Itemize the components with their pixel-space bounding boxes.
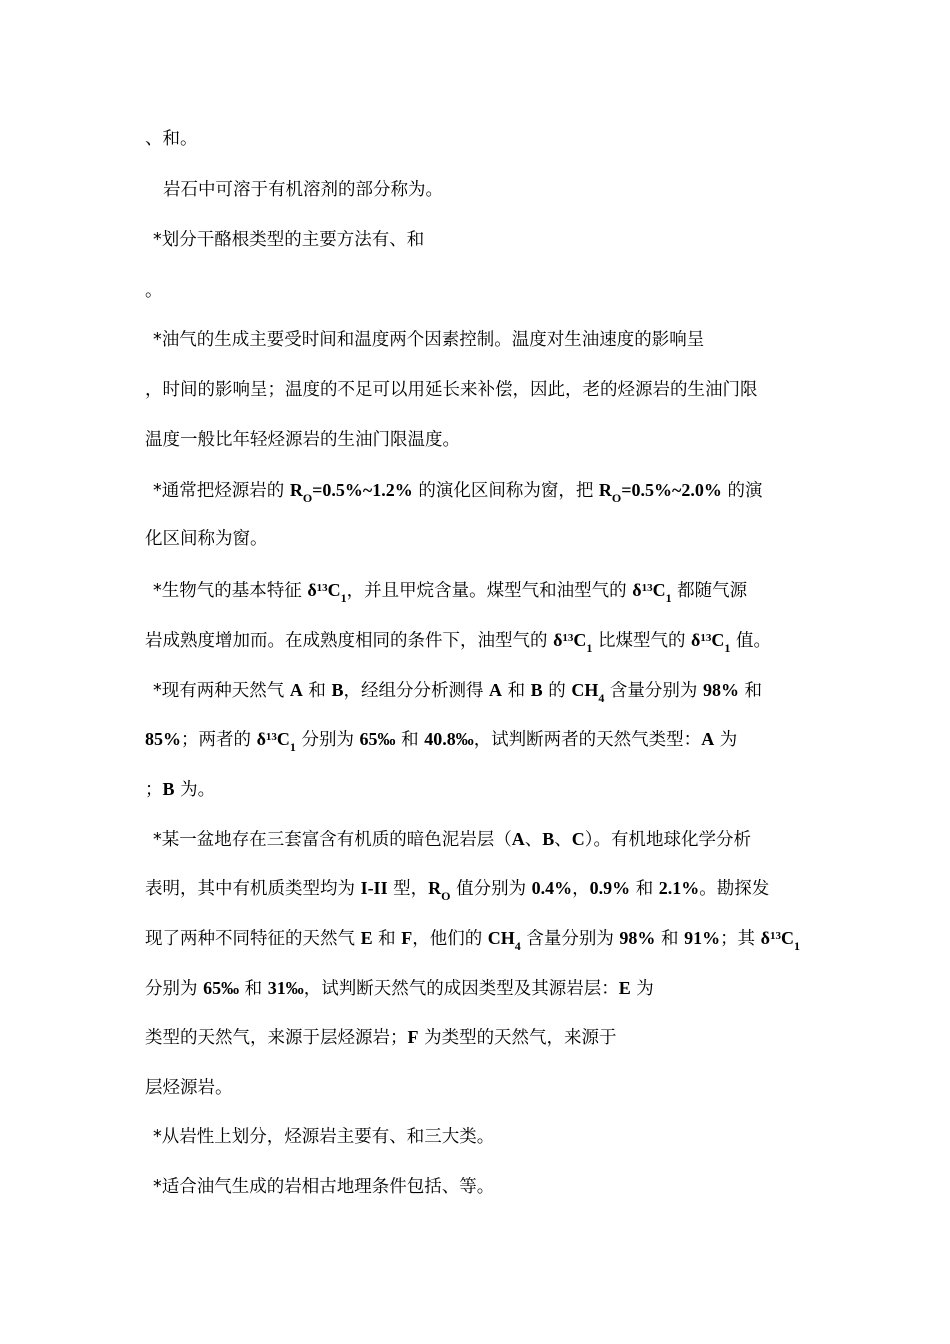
text-segment: 比煤型气的 — [592, 631, 692, 651]
isotope-superscript: 13 — [769, 930, 781, 942]
gas-label: B — [162, 779, 175, 799]
methane-formula: CH — [571, 680, 599, 700]
gas-label: A — [701, 729, 715, 749]
layer-label: B — [542, 829, 555, 849]
text-segment: 。勘探发 — [699, 879, 770, 899]
delta-symbol: δ — [256, 729, 266, 749]
text-segment: ，时间的影响呈；温度的不足可以用延长来补偿，因此，老的烃源岩的生油门限 — [145, 380, 758, 400]
text-segment: 现了两种不同特征的天然气 — [145, 929, 361, 949]
text-segment: ，试判断两者的天然气类型： — [473, 730, 702, 750]
delta-symbol: δ — [760, 928, 770, 948]
carbon-symbol: C — [652, 580, 666, 600]
ro-symbol: R — [428, 878, 442, 898]
gas-label: F — [401, 928, 413, 948]
text-segment: ， — [572, 879, 590, 899]
gas-label: E — [618, 978, 631, 998]
delta-symbol: δ — [307, 580, 317, 600]
text-line — [145, 972, 825, 1004]
carbon-symbol: C — [711, 630, 725, 650]
text-line — [163, 174, 843, 206]
text-segment: 和 — [630, 879, 659, 899]
carbon-subscript: 1 — [289, 740, 296, 754]
percent-value: 91% — [684, 928, 721, 948]
text-line — [153, 474, 833, 506]
carbon-subscript: 1 — [724, 641, 731, 655]
ro-symbol: R — [289, 480, 303, 500]
permil-value: 65‰ — [359, 729, 396, 749]
layer-label: A — [511, 829, 525, 849]
text-segment: 类型的天然气，来源于层烃源岩； — [145, 1028, 408, 1048]
ro-range: =0.5%~1.2% — [312, 480, 413, 500]
carbon-subscript: 1 — [665, 591, 672, 605]
text-segment: ，他们的 — [412, 929, 488, 949]
text-line — [145, 624, 825, 656]
text-segment: 、和。 — [145, 129, 198, 149]
text-line — [145, 1072, 825, 1104]
gas-label: B — [530, 680, 543, 700]
text-segment: *从岩性上划分，烃源岩主要有、和三大类。 — [153, 1127, 495, 1147]
ro-range: =0.5%~2.0% — [621, 480, 722, 500]
ro-symbol: R — [598, 480, 612, 500]
percent-value: 0.9% — [589, 878, 631, 898]
delta-symbol: δ — [691, 630, 701, 650]
isotope-superscript: 13 — [562, 632, 574, 644]
text-segment: 和 — [239, 979, 268, 999]
text-line — [153, 823, 833, 855]
carbon-subscript: 1 — [340, 591, 347, 605]
delta-symbol: δ — [632, 580, 642, 600]
text-segment: 和 — [655, 929, 685, 949]
text-segment: ，试判断天然气的成因类型及其源岩层： — [303, 979, 619, 999]
text-segment: 为。 — [174, 780, 216, 800]
kerogen-type: I-II — [360, 878, 388, 898]
text-segment: ，并且甲烷含量。煤型气和油型气的 — [346, 581, 633, 601]
ro-subscript: O — [441, 889, 451, 903]
layer-label: C — [571, 829, 585, 849]
text-line — [145, 723, 825, 755]
text-segment: 为 — [630, 979, 654, 999]
text-segment: 化区间称为窗。 — [145, 529, 268, 549]
text-segment: ）。有机地球化学分析 — [584, 830, 752, 850]
text-line — [153, 1121, 833, 1153]
text-segment: 分别为 — [295, 730, 360, 750]
carbon-subscript: 1 — [586, 641, 593, 655]
text-segment: *生物气的基本特征 — [153, 581, 308, 601]
percent-value: 2.1% — [658, 878, 700, 898]
ro-subscript: O — [611, 491, 622, 505]
text-segment: ，经组分分析测得 — [343, 681, 490, 701]
text-line — [145, 123, 825, 155]
text-segment: 。 — [145, 281, 163, 301]
text-segment: 含量分别为 — [520, 929, 620, 949]
percent-value: 0.4% — [531, 878, 573, 898]
text-segment: 和 — [395, 730, 425, 750]
text-line — [145, 275, 825, 307]
text-line — [145, 1021, 825, 1053]
percent-value: 98% — [702, 680, 739, 700]
text-segment: 的 — [542, 681, 572, 701]
delta-symbol: δ — [553, 630, 563, 650]
text-segment: 型， — [387, 879, 429, 899]
text-segment: ； — [145, 780, 163, 800]
gas-label: A — [289, 680, 303, 700]
text-segment: ；两者的 — [181, 730, 257, 750]
ro-subscript: O — [302, 491, 313, 505]
text-segment: 和 — [738, 681, 763, 701]
carbon-symbol: C — [573, 630, 587, 650]
text-segment: 和 — [302, 681, 332, 701]
text-segment: ；其 — [720, 929, 761, 949]
percent-value: 85% — [145, 729, 181, 749]
text-segment: *通常把烃源岩的 — [153, 481, 290, 501]
text-line — [153, 574, 833, 606]
text-segment: 和 — [502, 681, 531, 701]
text-segment: 岩石中可溶于有机溶剂的部分称为。 — [163, 180, 443, 200]
text-line — [153, 1171, 833, 1203]
text-segment: 层烃源岩。 — [145, 1078, 233, 1098]
text-segment: *现有两种天然气 — [153, 681, 290, 701]
carbon-subscript: 1 — [793, 939, 800, 953]
permil-value: 65‰ — [203, 978, 240, 998]
isotope-superscript: 13 — [265, 731, 277, 743]
text-segment: 温度一般比年轻烃源岩的生油门限温度。 — [145, 430, 460, 450]
gas-label: B — [331, 680, 344, 700]
methane-formula: CH — [487, 928, 515, 948]
text-segment: 都随气源 — [671, 581, 748, 601]
isotope-superscript: 13 — [316, 582, 328, 594]
percent-value: 98% — [619, 928, 656, 948]
text-line — [153, 324, 833, 356]
isotope-superscript: 13 — [700, 632, 712, 644]
text-segment: *某一盆地存在三套富含有机质的暗色泥岩层（ — [153, 830, 512, 850]
carbon-symbol: C — [780, 928, 794, 948]
text-segment: 、 — [524, 830, 543, 850]
gas-label: E — [360, 928, 373, 948]
text-segment: 为类型的天然气，来源于 — [418, 1028, 617, 1048]
text-line — [153, 224, 833, 256]
isotope-superscript: 13 — [641, 582, 653, 594]
carbon-symbol: C — [276, 729, 290, 749]
permil-value: 31‰ — [267, 978, 304, 998]
text-line — [145, 424, 825, 456]
gas-label: F — [407, 1027, 419, 1047]
text-segment: 的演化区间称为窗，把 — [412, 481, 599, 501]
text-segment: 值。 — [730, 631, 771, 651]
carbon-symbol: C — [327, 580, 341, 600]
text-segment: *划分干酪根类型的主要方法有、和 — [153, 230, 425, 250]
text-line — [145, 773, 825, 805]
text-segment: 为 — [714, 730, 738, 750]
text-segment: 、 — [554, 830, 572, 850]
text-segment: 和 — [372, 929, 402, 949]
text-segment: 表明，其中有机质类型均为 — [145, 879, 361, 899]
text-segment: 分别为 — [145, 979, 204, 999]
text-segment: 岩成熟度增加而。在成熟度相同的条件下，油型气的 — [145, 631, 554, 651]
text-line — [153, 674, 833, 706]
text-segment: *适合油气生成的岩相古地理条件包括、等。 — [153, 1177, 495, 1197]
text-segment: *油气的生成主要受时间和温度两个因素控制。温度对生油速度的影响呈 — [153, 330, 705, 350]
text-segment: 的演 — [721, 481, 763, 501]
formula-subscript: 4 — [514, 939, 521, 953]
formula-subscript: 4 — [598, 691, 605, 705]
text-line — [145, 922, 825, 954]
text-segment: 含量分别为 — [604, 681, 703, 701]
permil-value: 40.8‰ — [424, 729, 474, 749]
text-line — [145, 872, 825, 904]
gas-label: A — [489, 680, 503, 700]
text-segment: 值分别为 — [450, 879, 532, 899]
text-line — [145, 523, 825, 555]
text-line — [145, 374, 825, 406]
